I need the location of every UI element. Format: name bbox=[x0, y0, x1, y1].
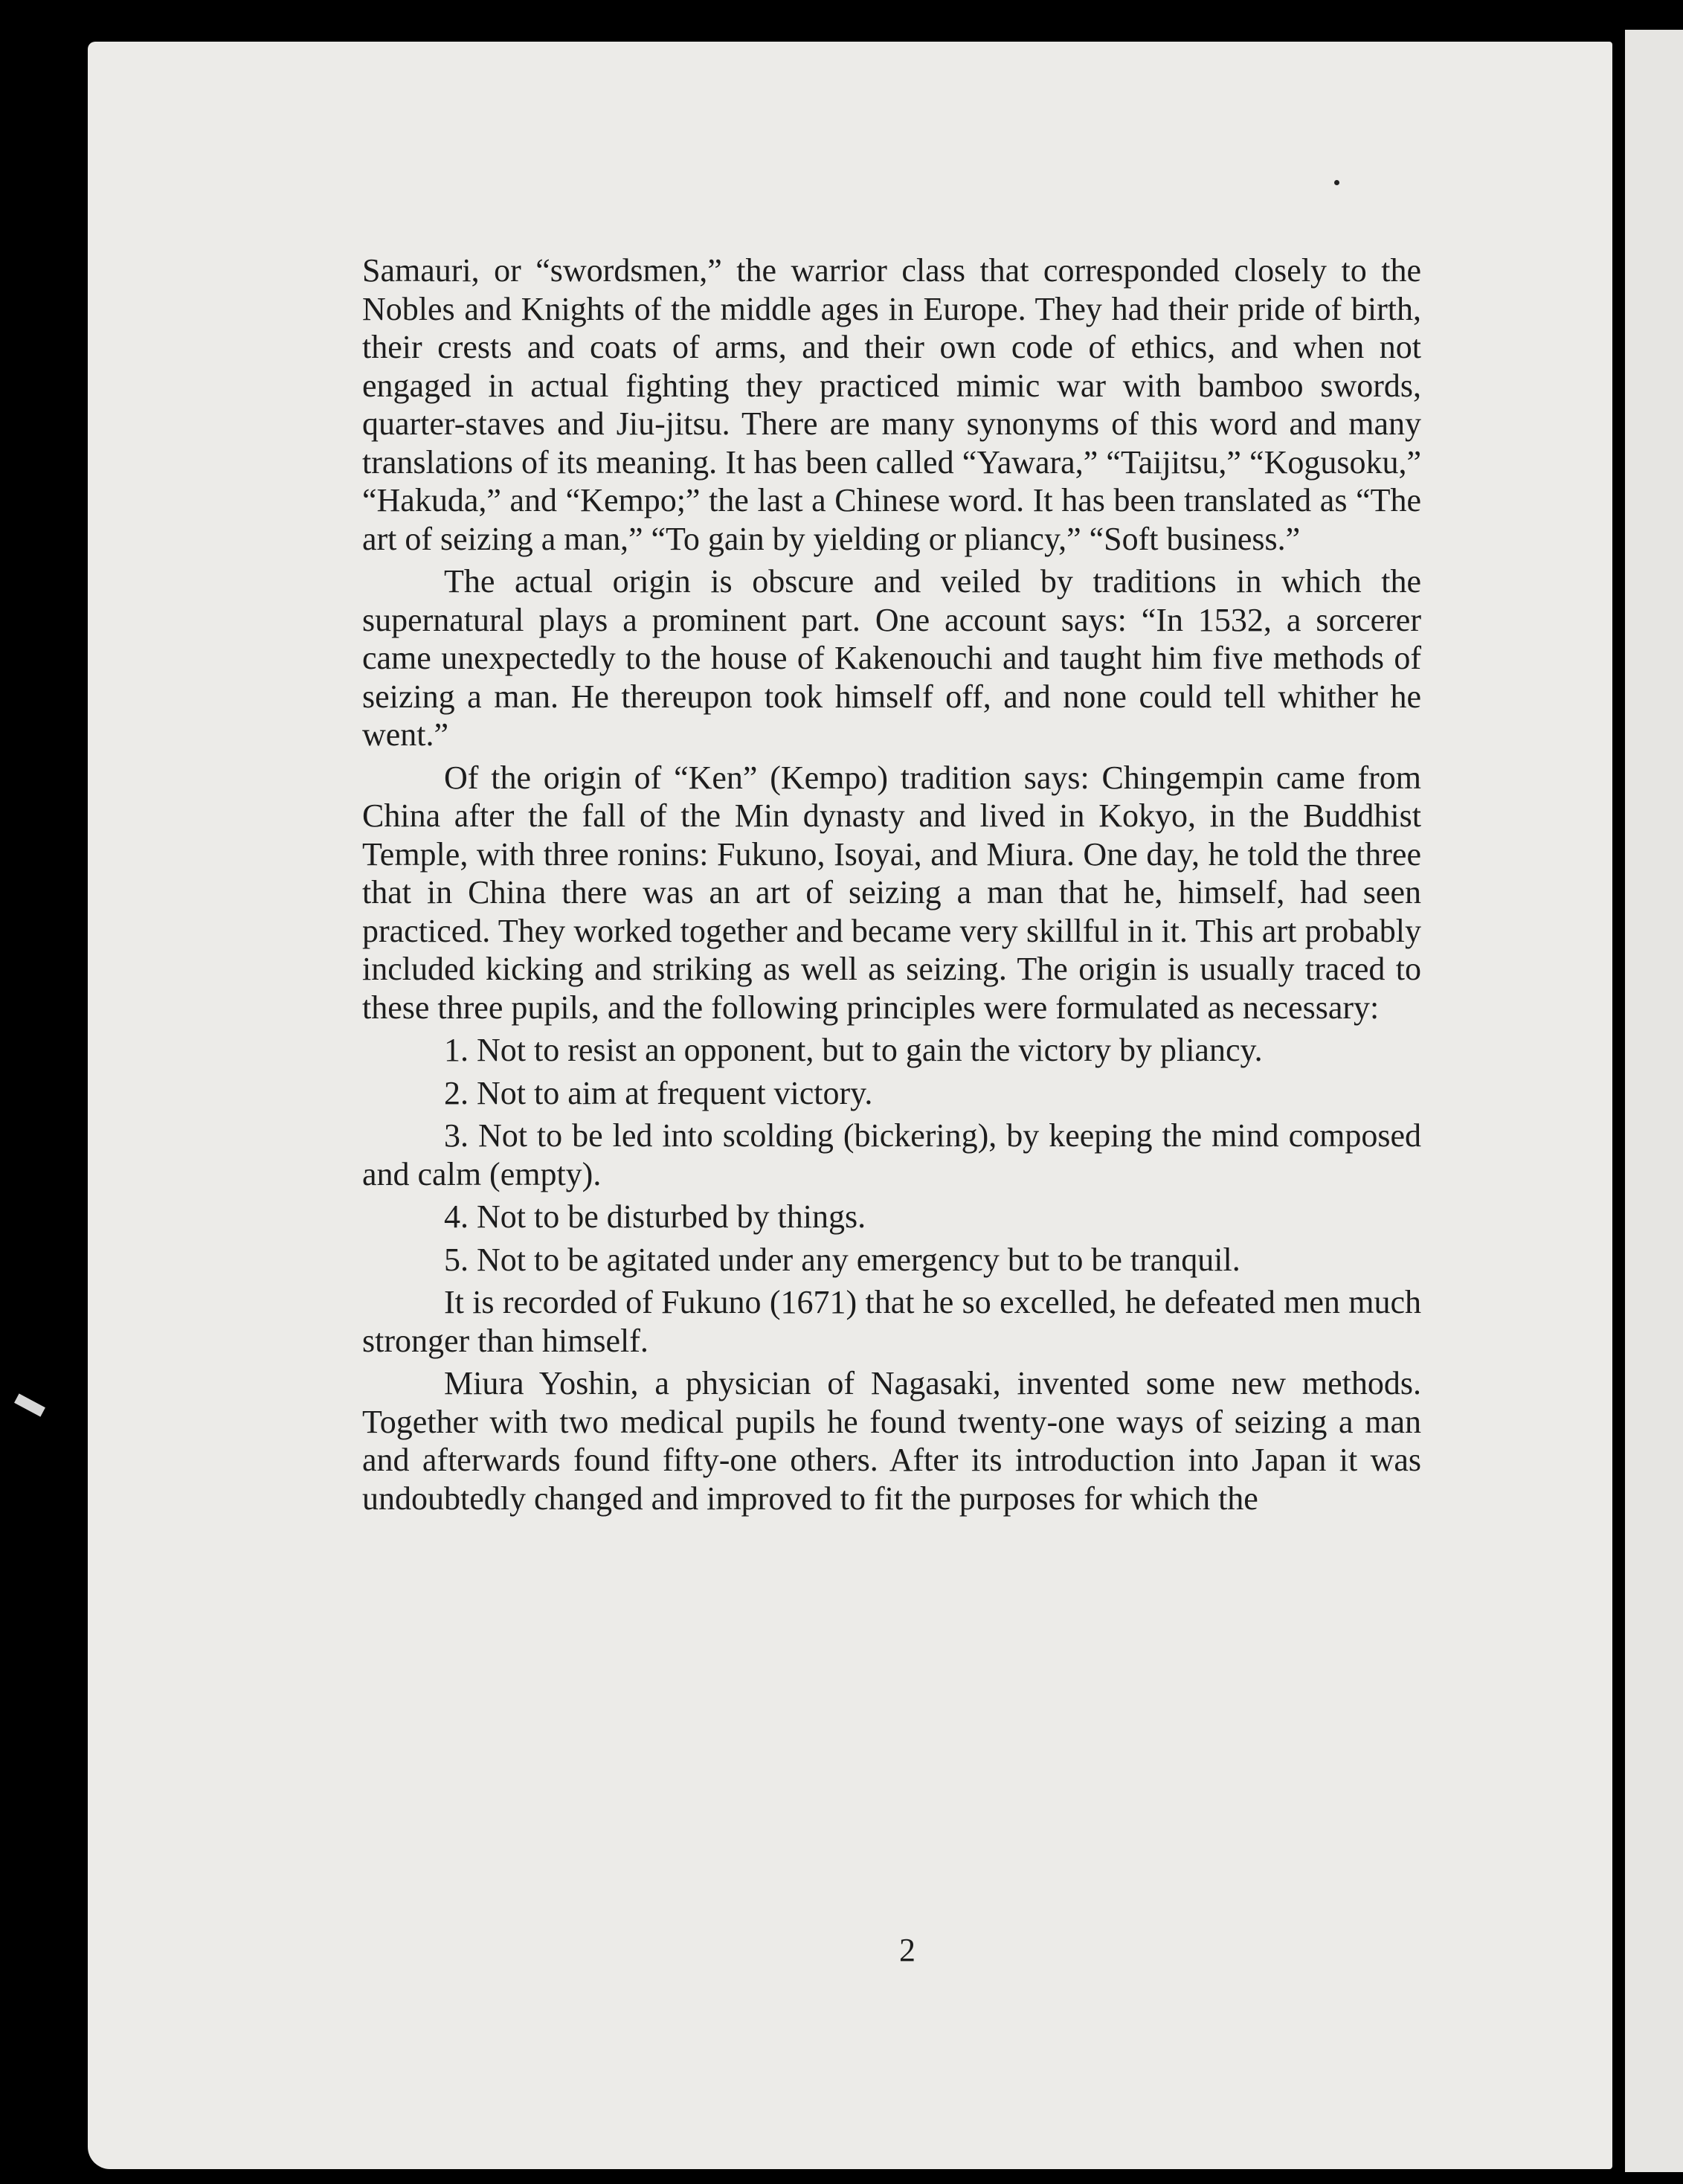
paragraph-fukuno: It is recorded of Fukuno (1671) that he so excelled, he defeated men much stronger than himself. bbox=[362, 1284, 1421, 1359]
principle-2: 2. Not to aim at frequent victory. bbox=[444, 1074, 873, 1111]
paragraph-kempo: Of the origin of “Ken” (Kempo) tradition says: Chingempin came from China after the fall of the Min dynasty and lived in Kokyo, in the Buddhist Temple, with three ronins: Fukuno, Isoyai, and Miura. One day, he told the three that in China there was an art of seizing a man that he, himself, had seen practiced. They worked together and became very skillful in it. This art probably included kicking and striking as well as seizing. The origin is usually traced to these three pupils, and the following principles were formulated as necessary: bbox=[362, 759, 1421, 1026]
paragraph-miura: Miura Yoshin, a physician of Nagasaki, invented some new methods. Together with two medical pupils he found twenty-one ways of seizing a man and afterwards found fifty-one others. After its introduction into Japan it was undoubtedly changed and improved to fit the purposes for which the bbox=[362, 1365, 1421, 1517]
ink-speck bbox=[1334, 180, 1339, 185]
body-text bbox=[362, 251, 1421, 1517]
page-number: 2 bbox=[899, 1932, 915, 1968]
facing-page-edge bbox=[1625, 30, 1683, 2172]
principle-4: 4. Not to be disturbed by things. bbox=[444, 1198, 866, 1235]
principle-5: 5. Not to be agitated under any emergency but to be tranquil. bbox=[444, 1241, 1240, 1278]
principle-1: 1. Not to resist an opponent, but to gain the victory by pliancy. bbox=[444, 1032, 1263, 1068]
paragraph-origin: The actual origin is obscure and veiled by traditions in which the supernatural plays a prominent part. One account says: “In 1532, a sorcerer came unexpectedly to the house of Kakenouchi and taught him five methods of seizing a man. He thereupon took himself off, and none could tell whither he went.” bbox=[362, 563, 1421, 753]
paragraph-samurai: Samauri, or “swordsmen,” the warrior class that corresponded closely to the Nobles and Knights of the middle ages in Europe. They had their pride of birth, their crests and coats of arms, and their own code of ethics, and when not engaged in actual fighting they practiced mimic war with bamboo swords, quarter-staves and Jiu-jitsu. There are many synonyms of this word and many translations of its meaning. It has been called “Yawara,” “Taijitsu,” “Kogusoku,” “Hakuda,” and “Kempo;” the last a Chinese word. It has been translated as “The art of seizing a man,” “To gain by yielding or pliancy,” “Soft business.” bbox=[362, 252, 1421, 557]
principle-3: 3. Not to be led into scolding (bickering), by keeping the mind composed and calm (empty). bbox=[362, 1117, 1421, 1192]
scan-artifact bbox=[14, 1393, 45, 1416]
